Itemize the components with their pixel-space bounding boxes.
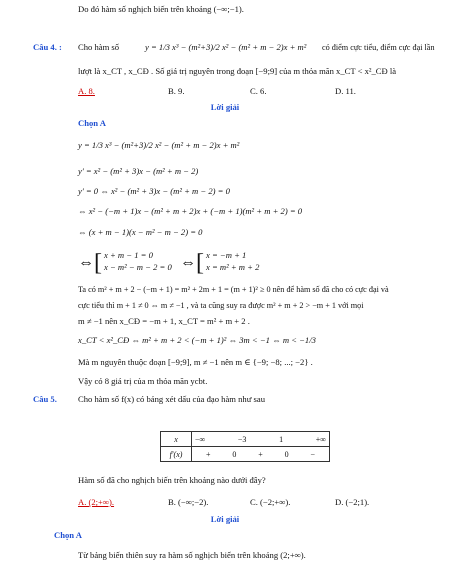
equation-2: y′ = x² − (m² + 3)x − (m² + m − 2) (78, 166, 199, 176)
final-line: Từ bảng biến thiên suy ra hàm số nghịch biến trên khoảng (2;+∞). (78, 550, 306, 560)
equation-5: ⇔ (x + m − 1)(x − m² − m − 2) = 0 (78, 227, 203, 237)
sign-3: + (258, 449, 263, 459)
sign-5: − (310, 449, 316, 459)
option-c-4: C. 6. (250, 86, 267, 96)
equation-4: ⇔ x² − (−m + 1)x − (m² + m + 2)x + (−m + 1)(m² + m + 2) = 0 (78, 206, 303, 216)
sign-table-derivative-row (161, 447, 330, 462)
x-value-neg-3: −3 (237, 434, 247, 444)
system-1a: x + m − 1 = 0 (104, 250, 153, 260)
left-bracket: [ (94, 250, 102, 276)
option-a-5 (78, 497, 114, 508)
question-4-lead: Cho hàm số (78, 42, 120, 52)
text-line-5: Mà m nguyên thuộc đoạn [−9;9], m ≠ −1 nên m ∈ {−9; −8; ...; −2} . (78, 357, 313, 367)
question-4-function: y = 1/3 x³ − (m²+3)/2 x² − (m² + m − 2)x + m² (145, 42, 307, 52)
sign-2: 0 (232, 449, 237, 459)
sign-table-x-row (161, 432, 330, 447)
x-value-pos-inf: +∞ (315, 434, 326, 444)
option-a-5-text: A. (2;+∞). (78, 497, 115, 507)
option-d-5: D. (−2;1). (335, 497, 370, 507)
question-5-text: Cho hàm số f(x) có bảng xét dấu của đạo hàm như sau (78, 394, 265, 404)
derivative-signs (192, 447, 330, 462)
option-c-5: C. (−2;+∞). (250, 497, 291, 507)
intro-line: Do đó hàm số nghịch biến trên khoảng (−∞;−1). (78, 4, 244, 14)
x-value-1: 1 (279, 434, 284, 444)
question-4-label (33, 42, 62, 53)
text-line-4: x_CT < x²_CĐ ⇔ m² + m + 2 < (−m + 1)² ⇔ 3m < −1 ⇔ m < −1/3 (78, 335, 316, 345)
x-value-neg-inf: −∞ (195, 434, 206, 444)
option-a-4 (78, 86, 95, 97)
x-label: x (161, 432, 192, 447)
question-4-tail: có điểm cực tiểu, điểm cực đại lần (322, 43, 435, 52)
solution-heading-4: Lời giải (210, 102, 240, 112)
left-bracket-2: [ (196, 250, 204, 276)
equiv-symbol-2: ⇔ (180, 254, 196, 271)
option-a-4-text: A. 8. (78, 86, 95, 96)
system-2a: x = −m + 1 (206, 250, 247, 260)
option-b-5: B. (−∞;−2). (168, 497, 209, 507)
text-line-1: Ta có m² + m + 2 − (−m + 1) = m² + 2m + 1 = (m + 1)² ≥ 0 nên để hàm số đã cho có cực đại và (78, 285, 389, 294)
equiv-symbol: ⇔ (78, 254, 94, 271)
solution-heading-5: Lời giải (210, 514, 240, 524)
question-4-condition: lượt là x_CT , x_CĐ . Số giá trị nguyên trong đoạn [−9;9] của m thỏa mãn x_CT < x²_CĐ là (78, 66, 397, 76)
system-2b: x = m² + m + 2 (206, 262, 260, 272)
text-line-2: cực tiểu thì m + 1 ≠ 0 ⇔ m ≠ −1 , và ta cũng suy ra được m² + m + 2 > −m + 1 với mọi (78, 301, 364, 310)
sign-1: + (205, 449, 211, 459)
derivative-label: f′(x) (161, 447, 192, 462)
equation-3: y′ = 0 ⇔ x² − (m² + 3)x − (m² + m − 2) = 0 (78, 186, 230, 196)
chosen-answer-5: Chọn A (54, 530, 82, 540)
system-1b: x − m² − m − 2 = 0 (104, 262, 172, 272)
sign-table (160, 431, 330, 462)
sign-4: 0 (284, 449, 289, 459)
text-line-3: m ≠ −1 nên x_CĐ = −m + 1, x_CT = m² + m + 2 . (78, 316, 250, 326)
question-5-ask: Hàm số đã cho nghịch biến trên khoảng nào dưới đây? (78, 475, 266, 485)
q4-label-text: Câu 4. : (33, 42, 62, 52)
option-b-4: B. 9. (168, 86, 185, 96)
q5-label-text: Câu 5. (33, 394, 57, 404)
text-line-6: Vậy có 8 giá trị của m thỏa mãn ycbt. (78, 376, 208, 386)
x-values (192, 432, 330, 447)
question-5-label (33, 394, 57, 405)
equation-1: y = 1/3 x³ − (m²+3)/2 x² − (m² + m − 2)x + m² (78, 140, 240, 150)
option-d-4: D. 11. (335, 86, 356, 96)
chosen-answer-4: Chọn A (78, 118, 106, 128)
